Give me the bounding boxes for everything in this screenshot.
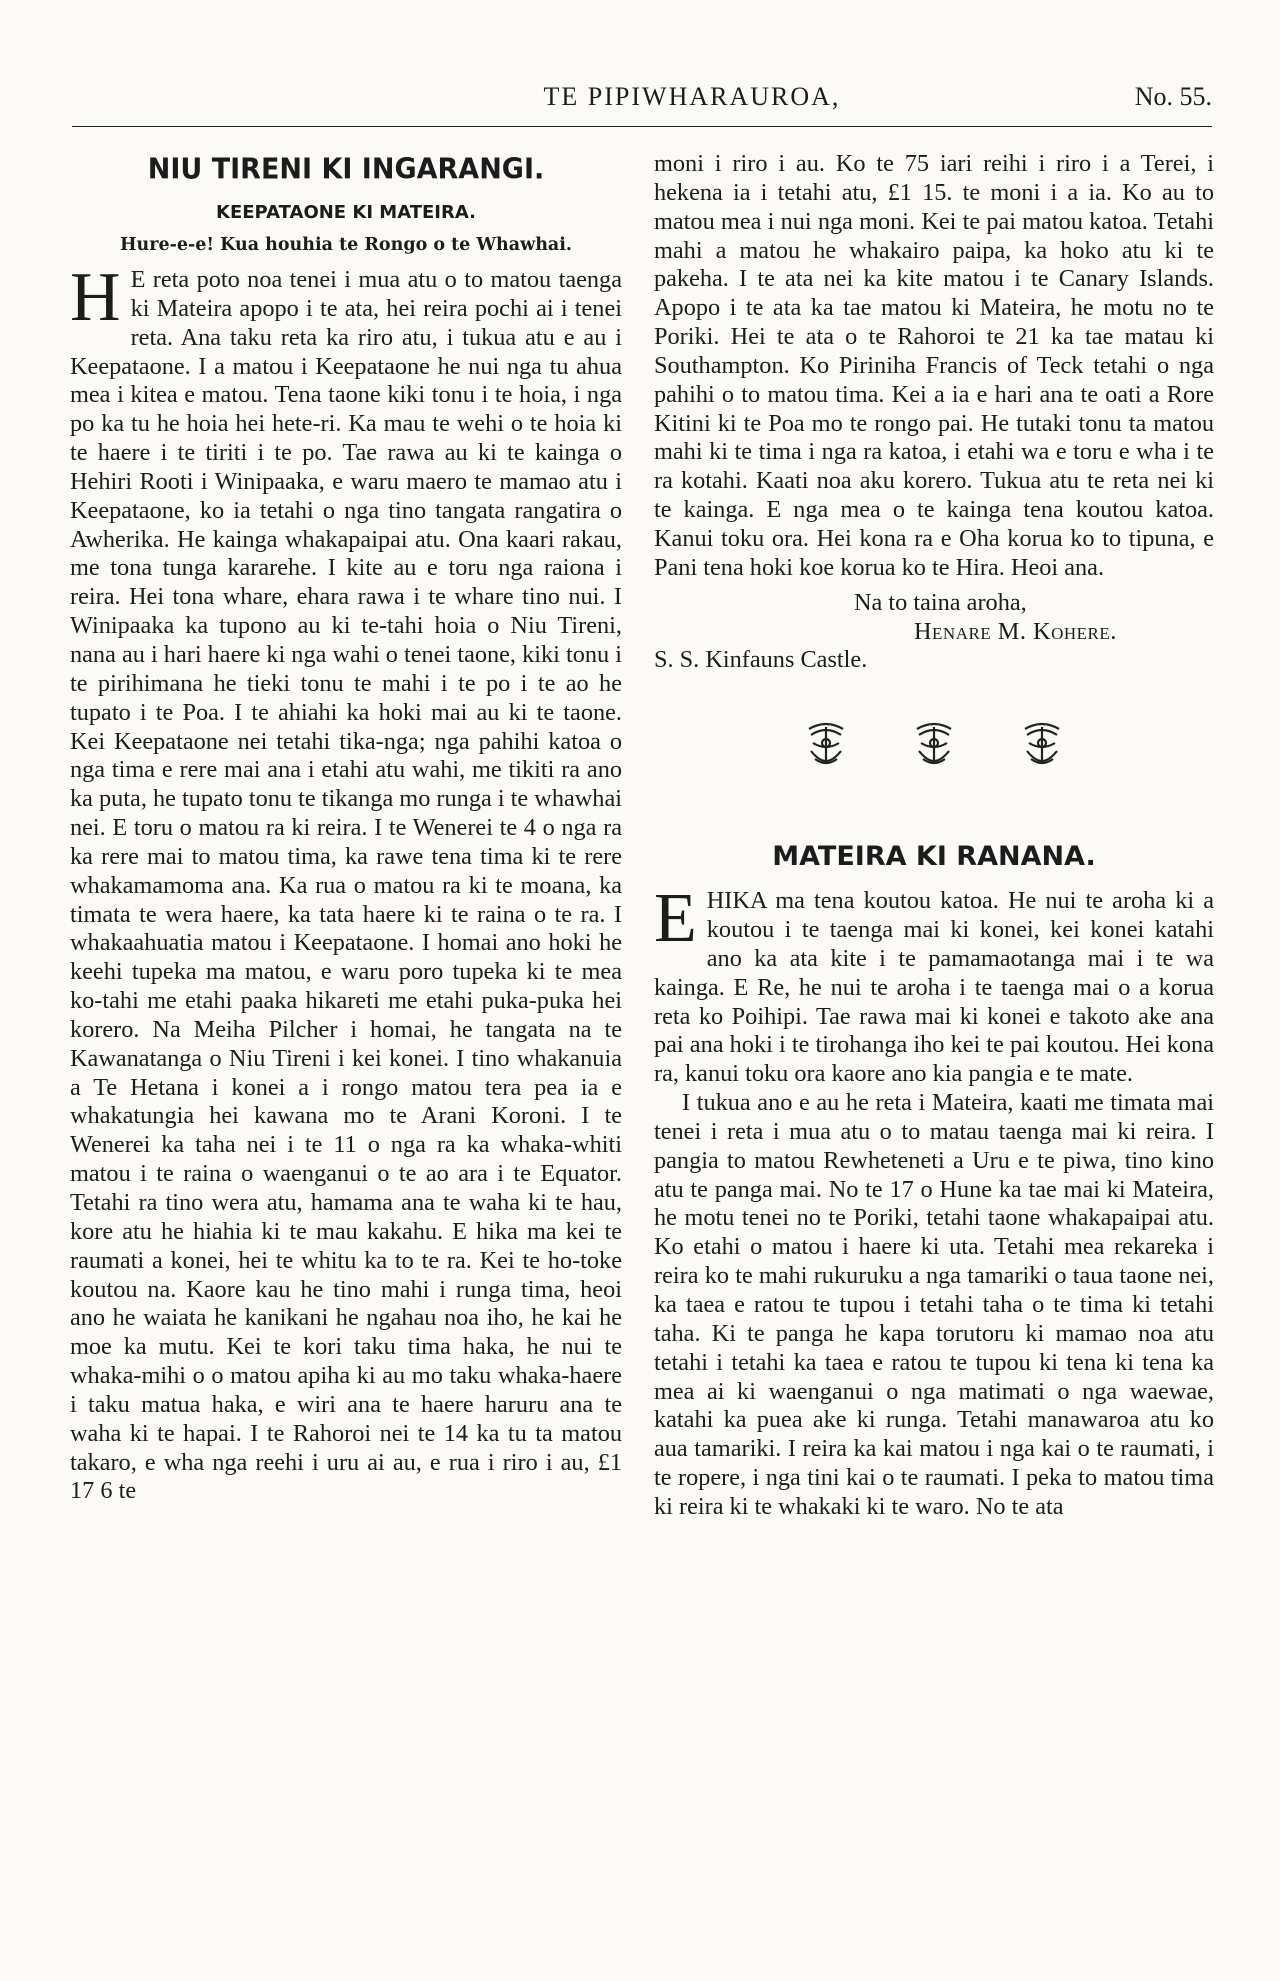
letter-signature: Henare M. Kohere. [914,617,1117,645]
article-body [70,259,622,1506]
section-paragraph-2: I tukua ano e au he reta i Mateira, kaati me timata mai tenei i reta i mua atu o to matau taenga mai ki reira. I pangia to matou Rewheteneti a Uru e te piwa, tino kino atu te panga mai. No te 17 o Hune ka tae mai ki Mateira, he motu tenei no te Poriki, tetahi taone whakapaipai atu. Ko etahi o matou i haere ki uta. Tetahi mea rekareka i reira ko te mahi rukuruku a nga tamariki o taua taone nei, ka taea e ratou te tupou i tetahi taha o te tima ki tetahi taha. Ki te panga he kapa torutoru ki mamao noa atu tetahi i tetahi ka taea e ratou te tupou ki tena ki tena ka mea ai ki waenganui o nga matimati o nga waewae, katahi ka puea ake ki runga. Tetahi manawaroa atu ko aua tamariki. I reira ka kai matou i nga kai o te raumati, i te ropere, i nga tini kai o te raumati. I peka to matou tima ki reira ki te whakaki ki te waro. No te ata [654,1089,1214,1520]
running-title: TE PIPIWHARAUROA, [543,82,841,111]
drop-cap: E [654,880,697,958]
left-column [70,150,622,1506]
page-header [72,82,1212,127]
article-subtitle: KEEPATAONE KI MATEIRA. [216,202,476,223]
article-subheading: Hure-e-e! Kua houhia te Rongo o te Whawhai. [120,235,572,255]
drop-cap: H [70,259,121,336]
letter-location: S. S. Kinfauns Castle. [654,646,868,674]
issue-number: No. 55. [1134,82,1212,111]
right-column [654,150,1214,1522]
ornament-divider [654,721,1214,767]
section-paragraph-1 [654,880,1214,1089]
floral-ornament-icon [913,721,955,767]
article-body-text: E reta poto noa tenei i mua atu o to matou taenga ki Mateira apopo i te ata, hei reira pochi ai i tenei reta. Ana taku reta ka riro atu, i tukua atu e au i Keepataone. I a matou i Keepataone he nui nga tu ahua mea i kitea e matou. Tena taone kiki tonu i te hoia, i nga po ka tu he hoia hei hete-ri. Ka mau te wehi o te hoia ki te haere i te tiriti i te po. Tae rawa au ki te kainga o Hehiri Rooti i Winipaaka, e waru maero te mamao atu i Keepataone, ko ia tetahi o nga tino tangata rangatira o Awherika. He kainga whakapaipai atu. Ona kaari rakau, me tona tunga kararehe. I kite au e toru nga raiona i reira. Hei tona whare, ehara rawa i te whare tino nui. I Winipaaka ka tupono au ki te-tahi hoia o Niu Tireni, nana au i hari haere ki nga wahi o tenei taone, kiki tonu i te pirihimana he tieki tonu te mahi i te po i te ao he tupato i te Poa. I te ahiahi ka hoki mai au ki te taone. Kei Keepataone nei tetahi tika-nga; nga pahihi katoa o nga tima e rere mai ana i etahi atu wahi, me tikiti ra ano ka puta, he tupato tonu te tikanga mo runga i te whawhai nei. E toru o matou ra ki reira. I te Wenerei te 4 o nga ra ka rere mai to matou tima, ka rawe tena tima ki te rere whakamamoma ana. Ka rua o matou ra ki te moana, ka timata te wera haere, ka tata haere ki te raina o te ra. I whakaahuatia matou i Keepataone. I homai ano hoki he keehi tupeka ma matou, e waru poro tupeka ki te mea ko-tahi me etahi paaka hikareti me etahi puka-puka hei korero. Na Meiha Pilcher i homai, he tangata na te Kawanatanga o Niu Tireni i kei konei. I tino whakanuia a Te Hetana i konei a i rongo matou tera pea ia e whakatungia hei kawana mo te Arani Koroni. I te Wenerei ka taha nei i te 11 o nga ra ka whaka-whiti matou i te raina o waenganui o te ao ara i te Equator. Tetahi ra tino wera atu, hamama ana te waha ki te hau, kore atu he hiahia ki te mau kakahu. E hika ma kei te raumati a konei, hei te whitu ka to te ra. Kei te ho-toke koutou na. Kaore kau he tino mahi i runga tima, heoi ano he waiata he kanikani he ngahau noa iho, he kai he moe ka mutu. Kei te kori taku tima haka, he nui te whaka-mihi o o matou apiha ki au mo taku whaka-haere i taku matua haka, e wiri ana te haere haruru ana te waha ki te hapai. I te Rahoroi nei te 14 ka tu ta matou takaro, e wha nga reehi i uru ai au, e rua i riro i au, £1 17 6 te [70,266,622,1505]
article-title: NIU TIRENI KI INGARANGI. [147,153,545,186]
article-body-continued: moni i riro i au. Ko te 75 iari reihi i riro i a Terei, i hekena ia i tetahi atu, £1 15. te moni i a ia. Ko au to matou mea i nui nga moni. Kei te pai matou katoa. Tetahi mahi a matou he whakairo paipa, ka hoko atu ki te pakeha. I te ata nei ka kite matou i te Canary Islands. Apopo i te ata ka tae matou ki Mateira, he motu no te Poriki. Hei te ata o te Rahoroi te 21 ka tae matau ki Southampton. Ko Piriniha Francis of Teck tetahi o nga pahihi o to matou tima. Kei a ia e hari ana te oati a Rore Kitini ki te Poa mo te rongo pai. He tutaki tonu ta matou mahi ki te tima i nga ra katoa, i etahi wa e toru e wha i te ra kotahi. Kaati noa aku korero. Tukua atu te reta nei ki te kainga. E nga mea o te kainga tena koutou katoa. Kanui toku ora. Hei kona ra e Oha korua ko to tipuna, e Pani tena hoki koe korua ko te Hira. Heoi ana. [654,150,1214,581]
floral-ornament-icon [1021,721,1063,767]
section-title: MATEIRA KI RANANA. [772,841,1096,873]
floral-ornament-icon [805,721,847,767]
section-paragraph-1-text: HIKA ma tena koutou katoa. He nui te aroha ki a koutou i te taenga mai ki konei, kei konei katahi ano ka ata kite i te pamamaotanga mai i te wa kainga. E Re, he nui te aroha i te taenga mai o a korua reta ko Poihipi. Tae rawa mai ki konei e takoto ake ana pai ana hoki i te tirohanga iho kei te pai koutou. Hei kona ra, kanui toku ora kaore ano kia pangia e te mate. [654,887,1214,1088]
letter-signoff: Na to taina aroha, [854,588,1027,616]
